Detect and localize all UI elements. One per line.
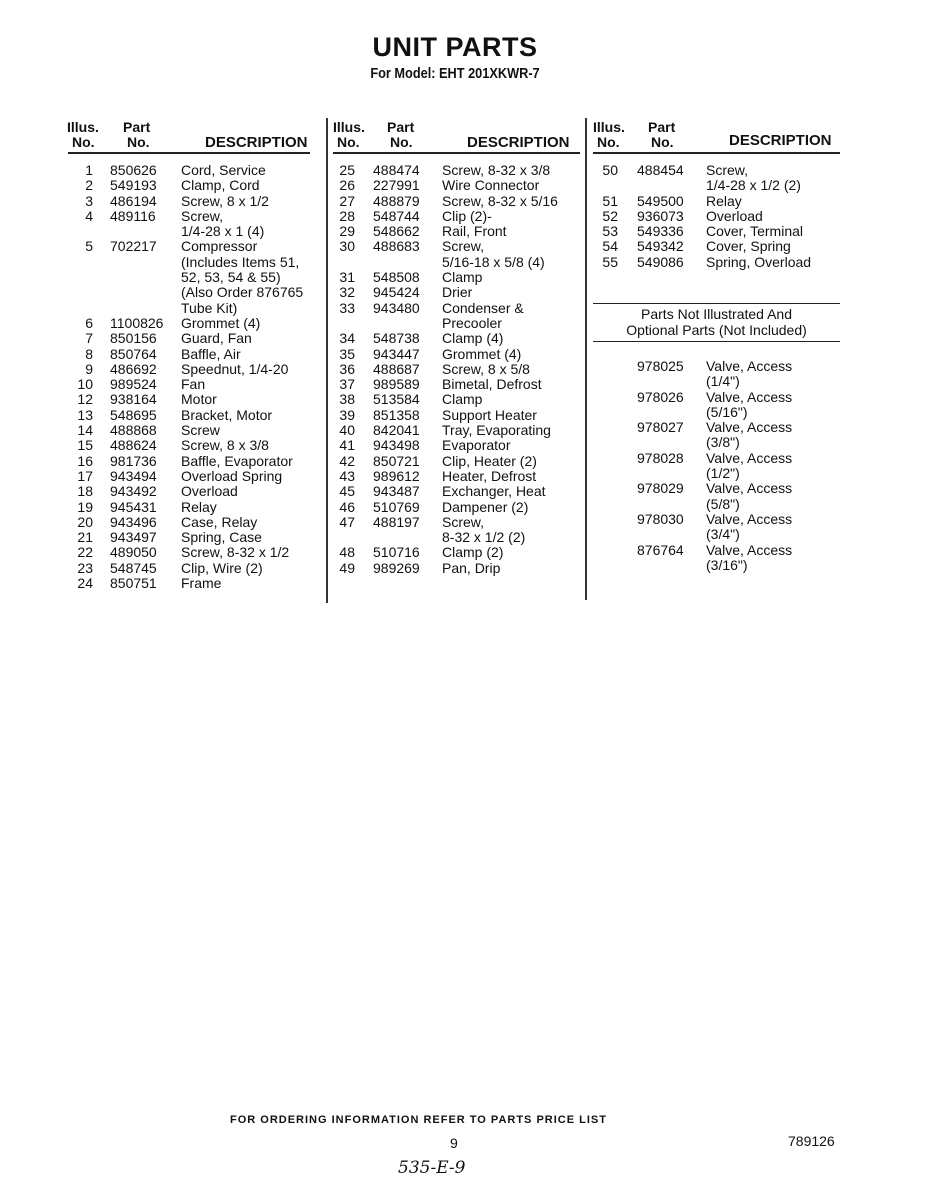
part-number: 938164: [110, 391, 157, 408]
ordering-note: FOR ORDERING INFORMATION REFER TO PARTS PRICE LIST: [230, 1114, 607, 1126]
part-number: 842041: [373, 422, 420, 439]
part-number: 850764: [110, 345, 157, 362]
part-description: Grommet (4): [181, 314, 261, 331]
part-number: 978030: [637, 510, 684, 527]
page-number: 9: [450, 1135, 458, 1151]
part-number: 945431: [110, 498, 157, 515]
part-row: [0, 255, 811, 270]
illus-number: 34: [339, 330, 355, 347]
part-row: [0, 515, 558, 546]
part-number: 989269: [373, 559, 420, 576]
part-row: [0, 377, 558, 392]
illus-number: 49: [339, 559, 355, 576]
part-description: Clamp: [442, 391, 483, 408]
illus-header: Illus.: [67, 119, 99, 135]
part-description: Overload Spring: [181, 467, 283, 484]
part-description: Valve, Access (3/16"): [706, 541, 793, 573]
optional-part-row: [593, 512, 792, 543]
illus-number: 23: [77, 559, 93, 576]
part-number: 549193: [110, 177, 157, 194]
illus-number: 30: [339, 238, 355, 255]
part-description: Overload: [181, 483, 238, 500]
part-number: 850626: [110, 162, 157, 178]
section-rule: [593, 341, 840, 342]
part-row: [0, 500, 558, 515]
part-no-header: No.: [390, 134, 413, 150]
illus-number: 24: [77, 575, 93, 592]
part-number: 548695: [110, 406, 157, 423]
part-description: Grommet (4): [442, 345, 522, 362]
illus-number: 5: [85, 238, 93, 255]
illus-number: 39: [339, 406, 355, 423]
handwritten-note: 535-E-9: [398, 1158, 466, 1178]
illus-number: 3: [85, 192, 93, 209]
illus-number: 20: [77, 513, 93, 530]
model-subtitle: For Model: EHT 201XKWR-7: [370, 65, 540, 82]
illus-number: 27: [339, 192, 355, 209]
illus-number: 8: [85, 345, 93, 362]
illus-number: 18: [77, 483, 93, 500]
part-number: 486692: [110, 360, 157, 377]
part-number: 488624: [110, 437, 157, 454]
illus-number: 26: [339, 177, 355, 194]
part-description: Clip, Wire (2): [181, 559, 263, 576]
part-row: [0, 392, 558, 407]
part-description: Baffle, Evaporator: [181, 452, 293, 469]
part-description: Heater, Defrost: [442, 467, 537, 484]
part-description: Clamp (2): [442, 544, 504, 561]
illus-number: 36: [339, 360, 355, 377]
part-number: 488868: [110, 422, 157, 439]
part-number: 488687: [373, 360, 420, 377]
optional-parts-list: [593, 359, 792, 573]
optional-part-row: [593, 481, 792, 512]
part-description: Speednut, 1/4-20: [181, 360, 289, 377]
illus-number: 38: [339, 391, 355, 408]
part-description: Clip (2)-: [442, 207, 492, 224]
part-number: 510769: [373, 498, 420, 515]
illus-number: 9: [85, 360, 93, 377]
part-description: Evaporator: [442, 437, 511, 454]
part-number: 989524: [110, 376, 157, 393]
part-number: 943447: [373, 345, 420, 362]
description-header: DESCRIPTION: [729, 132, 832, 149]
page-title: UNIT PARTS: [372, 32, 538, 62]
part-description: Relay: [181, 498, 217, 515]
part-description: Screw: [181, 422, 220, 439]
part-description: Clamp: [442, 269, 483, 286]
part-number: 943496: [110, 513, 157, 530]
part-number: 548508: [373, 269, 420, 286]
part-row: [0, 438, 558, 453]
illus-number: 29: [339, 223, 355, 240]
part-row: [0, 484, 558, 499]
illus-number: 32: [339, 284, 355, 301]
part-description: Bracket, Motor: [181, 406, 273, 423]
part-row: [0, 561, 558, 576]
illus-no-header: No.: [72, 134, 95, 150]
part-description: Valve, Access (3/4"): [706, 510, 793, 543]
part-description: Valve, Access (1/2"): [706, 449, 793, 482]
part-description: Clamp (4): [442, 330, 504, 347]
part-description: Valve, Access (5/16"): [706, 388, 793, 420]
illus-number: 16: [77, 452, 93, 469]
illus-number: 47: [339, 513, 355, 530]
part-description: Wire Connector: [442, 177, 540, 194]
header-rule: [333, 152, 580, 154]
illus-number: 22: [77, 544, 93, 561]
part-number: 943494: [110, 467, 157, 484]
description-header: DESCRIPTION: [467, 134, 570, 151]
part-description: Drier: [442, 284, 473, 301]
part-header: Part: [123, 119, 151, 135]
part-description: Bimetal, Defrost: [442, 376, 542, 393]
part-number: 227991: [373, 177, 420, 194]
part-description: Pan, Drip: [442, 559, 501, 576]
illus-number: 28: [339, 207, 355, 224]
part-number: 549500: [637, 192, 684, 209]
part-row: [0, 347, 558, 362]
illus-number: 10: [77, 376, 93, 393]
part-number: 978027: [637, 419, 684, 436]
illus-number: 12: [77, 391, 93, 408]
part-number: 978026: [637, 388, 684, 405]
part-description: Valve, Access (5/8"): [706, 480, 793, 512]
part-description: Rail, Front: [442, 223, 507, 240]
part-number: 981736: [110, 452, 157, 469]
part-description: Baffle, Air: [181, 345, 241, 362]
part-description: Screw, 8 x 1/2: [181, 192, 269, 209]
part-description: Guard, Fan: [181, 330, 252, 347]
illus-number: 25: [339, 162, 355, 178]
illus-number: 52: [602, 207, 618, 224]
optional-part-row: [593, 390, 792, 421]
part-description: Screw, 8-32 x 3/8: [442, 162, 551, 178]
part-description: Motor: [181, 391, 217, 408]
part-header: Part: [648, 119, 676, 135]
illus-number: 41: [339, 437, 355, 454]
part-row: [0, 469, 558, 484]
optional-heading-line1: Parts Not Illustrated And: [641, 306, 792, 322]
illus-number: 6: [85, 314, 93, 331]
part-row: [0, 301, 558, 332]
part-number: 943480: [373, 299, 420, 316]
part-description: Compressor (Includes Items 51, 52, 53, 54 & 55) (Also Order 876765 Tube Kit): [181, 238, 304, 316]
part-number: 549336: [637, 223, 684, 240]
part-number: 488197: [373, 513, 420, 530]
part-description: Exchanger, Heat: [442, 483, 546, 500]
illus-number: 19: [77, 498, 93, 515]
illus-header: Illus.: [333, 119, 365, 135]
part-description: Clip, Heater (2): [442, 452, 537, 469]
part-description: Cord, Service: [181, 162, 266, 178]
part-description: Spring, Overload: [706, 253, 812, 270]
part-number: 936073: [637, 207, 684, 224]
part-description: Screw, 8-32 x 1/2: [181, 544, 290, 561]
illus-number: 54: [602, 238, 618, 255]
part-number: 850156: [110, 330, 157, 347]
part-description: Cover, Terminal: [706, 223, 804, 240]
part-number: 513584: [373, 391, 420, 408]
part-description: Screw, 1/4-28 x 1/2 (2): [706, 162, 801, 194]
illus-number: 2: [85, 177, 93, 194]
part-number: 548744: [373, 207, 420, 224]
illus-number: 50: [602, 162, 618, 178]
part-row: [0, 545, 558, 560]
illus-number: 13: [77, 406, 93, 423]
part-description: Support Heater: [442, 406, 537, 423]
part-row: [0, 163, 811, 194]
part-number: 548662: [373, 223, 420, 240]
part-description: Dampener (2): [442, 498, 529, 515]
illus-number: 48: [339, 544, 355, 561]
part-number: 945424: [373, 284, 420, 301]
part-number: 548738: [373, 330, 420, 347]
part-description: Valve, Access (1/4"): [706, 358, 793, 390]
part-number: 488683: [373, 238, 420, 255]
illus-number: 53: [602, 223, 618, 240]
part-number: 488879: [373, 192, 420, 209]
illus-number: 21: [77, 529, 93, 546]
part-number: 978029: [637, 480, 684, 497]
part-description: Screw, 8 x 5/8: [442, 360, 530, 377]
illus-number: 31: [339, 269, 355, 286]
part-row: [0, 454, 558, 469]
part-number: 1100826: [110, 314, 164, 331]
illus-number: 51: [602, 192, 618, 209]
document-number: 789126: [788, 1133, 835, 1149]
part-description: Screw, 1/4-28 x 1 (4): [181, 207, 265, 240]
part-row: [0, 194, 811, 209]
part-row: [0, 224, 811, 239]
part-number: 876764: [637, 541, 684, 558]
part-description: Clamp, Cord: [181, 177, 260, 194]
part-description: Fan: [181, 376, 206, 393]
illus-no-header: No.: [597, 134, 620, 150]
part-number: 851358: [373, 406, 420, 423]
part-number: 549342: [637, 238, 684, 255]
illus-number: 33: [339, 299, 355, 316]
part-number: 510716: [373, 544, 420, 561]
illus-number: 14: [77, 422, 93, 439]
part-row: [0, 285, 558, 300]
part-no-header: No.: [651, 134, 674, 150]
part-number: 548745: [110, 559, 157, 576]
part-number: 989589: [373, 376, 420, 393]
part-row: [0, 239, 811, 254]
part-number: 943498: [373, 437, 420, 454]
illus-number: 46: [339, 498, 355, 515]
part-number: 549086: [637, 253, 684, 270]
part-description: Screw, 8-32 x 5/16: [442, 192, 558, 209]
section-rule: [593, 303, 840, 304]
part-number: 488474: [373, 162, 420, 178]
part-row: [0, 408, 558, 423]
illus-number: 1: [85, 162, 93, 178]
illus-number: 45: [339, 483, 355, 500]
illus-number: 55: [602, 253, 618, 270]
part-description: Screw, 8-32 x 1/2 (2): [442, 513, 526, 546]
illus-number: 4: [85, 207, 93, 224]
part-header: Part: [387, 119, 415, 135]
part-description: Screw, 5/16-18 x 5/8 (4): [442, 238, 545, 270]
part-row: [0, 209, 811, 224]
part-number: 489116: [110, 207, 156, 224]
part-no-header: No.: [127, 134, 150, 150]
part-description: Valve, Access (3/8"): [706, 419, 793, 451]
header-rule: [593, 152, 840, 154]
illus-number: 15: [77, 437, 93, 454]
part-description: Frame: [181, 575, 222, 592]
part-number: 702217: [110, 238, 157, 255]
part-description: Cover, Spring: [706, 238, 791, 255]
optional-part-row: [593, 543, 792, 574]
illus-no-header: No.: [337, 134, 360, 150]
illus-number: 40: [339, 422, 355, 439]
part-description: Screw, 8 x 3/8: [181, 437, 269, 454]
illus-header: Illus.: [593, 119, 625, 135]
part-number: 850721: [373, 452, 420, 469]
part-row: [0, 331, 558, 346]
part-number: 850751: [110, 575, 157, 592]
part-number: 943497: [110, 529, 157, 546]
part-row: [0, 423, 558, 438]
part-description: Overload: [706, 207, 763, 224]
optional-part-row: [593, 451, 792, 482]
optional-parts-heading: [593, 306, 840, 338]
part-number: 978025: [637, 358, 684, 374]
part-number: 943487: [373, 483, 420, 500]
part-description: Relay: [706, 192, 742, 209]
part-description: Case, Relay: [181, 513, 258, 530]
optional-heading-line2: Optional Parts (Not Included): [626, 322, 807, 338]
illus-number: 37: [339, 376, 355, 393]
description-header: DESCRIPTION: [205, 134, 308, 151]
part-number: 488454: [637, 162, 684, 178]
header-rule: [68, 152, 310, 154]
part-description: Condenser & Precooler: [442, 299, 524, 331]
illus-number: 17: [77, 467, 93, 484]
illus-number: 7: [85, 330, 93, 347]
part-row: [0, 576, 303, 591]
optional-part-row: [593, 359, 792, 390]
illus-number: 42: [339, 452, 355, 469]
illus-number: 35: [339, 345, 355, 362]
part-description: Spring, Case: [181, 529, 262, 546]
part-number: 489050: [110, 544, 157, 561]
part-number: 943492: [110, 483, 157, 500]
part-row: [0, 362, 558, 377]
part-row: [0, 270, 558, 285]
part-number: 486194: [110, 192, 157, 209]
illus-number: 43: [339, 467, 355, 484]
part-number: 978028: [637, 449, 684, 466]
part-description: Tray, Evaporating: [442, 422, 551, 439]
optional-part-row: [593, 420, 792, 451]
part-number: 989612: [373, 467, 420, 484]
